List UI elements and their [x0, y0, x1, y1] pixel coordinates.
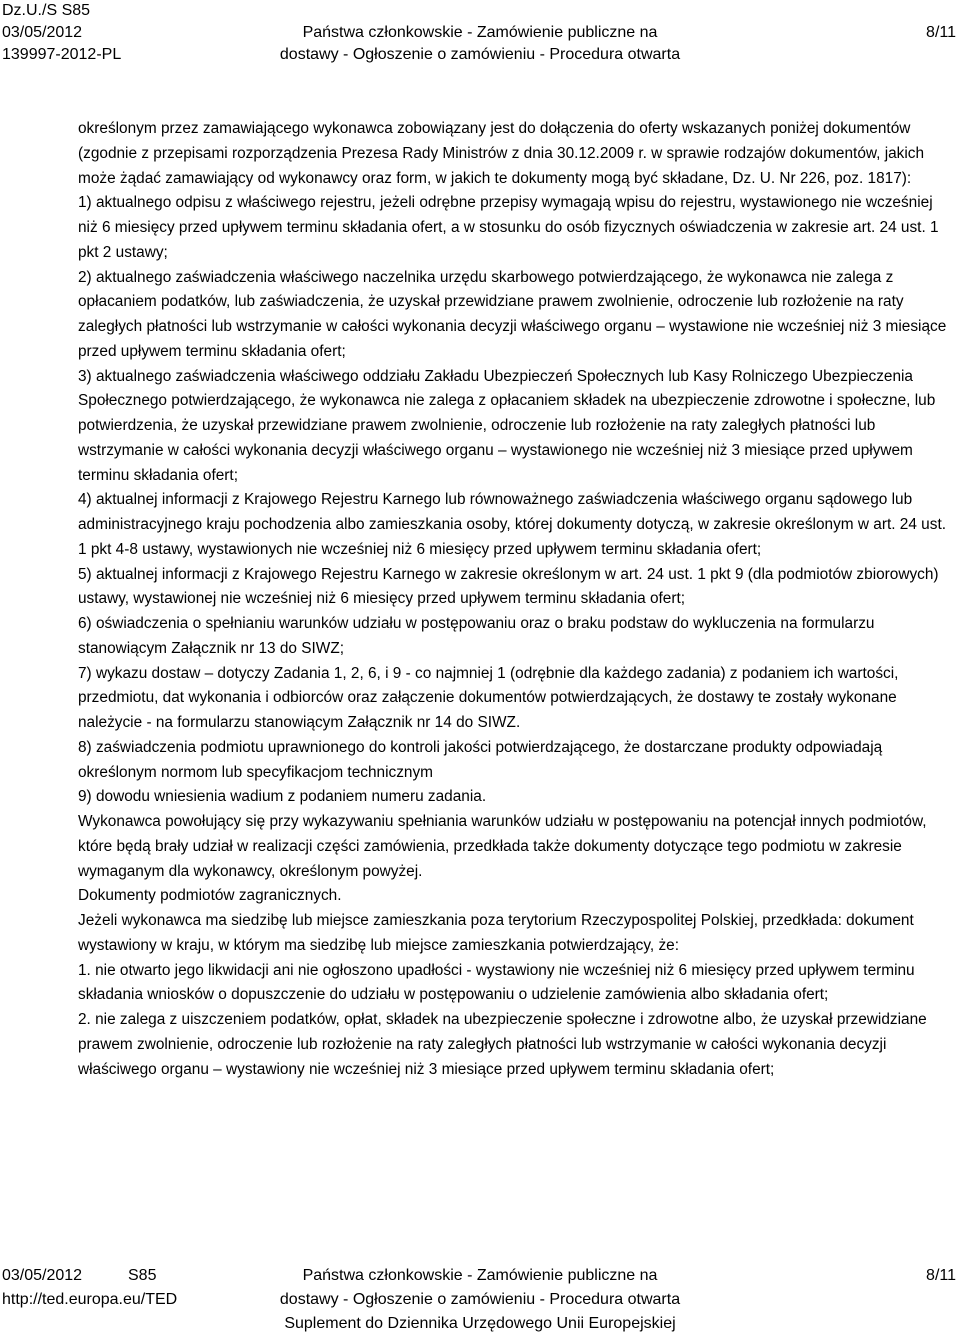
header-center [0, 22, 960, 66]
footer-page-number: 8/11 [926, 1267, 956, 1284]
footer-date: 03/05/2012 [2, 1267, 83, 1284]
header-title-line-1: Państwa członkowskie - Zamówienie publiczne na [302, 24, 658, 41]
footer-title-line-1: Państwa członkowskie - Zamówienie publiczne na [302, 1267, 658, 1284]
footer-supplement: Suplement do Dziennika Urzędowego Unii Europejskiej [284, 1315, 676, 1332]
requirement-9: 9) dowodu wniesienia wadium z podaniem numeru zadania. [78, 788, 487, 806]
foreign-entity-paragraph: Jeżeli wykonawca ma siedzibę lub miejsce zamieszkania poza terytorium Rzeczypospolitej Polskiej, przedkłada: dokument wystawiony w kraju, w którym ma siedzibę lub miejsce zamieszkania potwierdzający, że: [78, 912, 914, 954]
requirement-1: 1) aktualnego odpisu z właściwego rejestru, jeżeli odrębne przepisy wymagają wpisu do rejestru, wystawionego nie wcześniej niż 6 miesięcy przed upływem terminu składania ofert, a w stosunku do osób fizycznych oświadczenia w zakresie art. 24 ust. 1 pkt 2 ustawy; [78, 194, 939, 261]
document-body [78, 117, 954, 1082]
header-title-line-2: dostawy - Ogłoszenie o zamówieniu - Procedura otwarta [279, 46, 681, 63]
header-date: 03/05/2012 [2, 24, 83, 41]
requirement-5: 5) aktualnej informacji z Krajowego Rejestru Karnego w zakresie określonym w art. 24 ust. 1 pkt 9 (dla podmiotów zbiorowych) ustawy, wystawionej nie wcześniej niż 6 miesięcy przed upływem terminu składania ofert; [78, 565, 939, 608]
header-page-number: 8/11 [926, 24, 956, 41]
foreign-requirement-2: 2. nie zalega z uiszczeniem podatków, opłat, składek na ubezpieczenie społeczne i zdrowotne albo, że uzyskał przewidziane prawem zwolnienie, odroczenie lub rozłożenie na raty zaległych płatności lub wstrzymanie w całości wykonania decyzji właściwego organu – wystawiony nie wcześniej niż 3 miesiące przed upływem terminu składania ofert; [78, 1011, 927, 1078]
requirement-6: 6) oświadczenia o spełnianiu warunków udziału w postępowaniu oraz o braku podstaw do wykluczenia na formularzu stanowiącym Załącznik nr 13 do SIWZ; [78, 615, 875, 657]
intro-paragraph: określonym przez zamawiającego wykonawca zobowiązany jest do dołączenia do oferty wskazanych poniżej dokumentów (zgodnie z przepisami rozporządzenia Prezesa Rady Ministrów z dnia 30.12.2009 r. w sprawie rodzajów dokumentów, jakich może żądać zamawiający od wykonawcy oraz form, w jakich te dokumenty mogą być składane, Dz. U. Nr 226, poz. 1817): [78, 120, 925, 187]
notice-number: 139997-2012-PL [2, 46, 122, 63]
footer-center [0, 1265, 960, 1335]
foreign-requirement-1: 1. nie otwarto jego likwidacji ani nie ogłoszono upadłości - wystawiony nie wcześniej niż 6 miesięcy przed upływem terminu składania wniosków o dopuszczenie do udziału w postępowaniu o udzielenie zamówienia albo składania ofert; [78, 961, 915, 1004]
requirement-3: 3) aktualnego zaświadczenia właściwego oddziału Zakładu Ubezpieczeń Społecznych lub Kasy Rolniczego Ubezpieczenia Społecznego potwierdzającego, że wykonawca nie zalega z opłacaniem składek na ubezpieczenie zdrowotne i społeczne, lub potwierdzenia, że uzyskał przewidziane prawem zwolnienie, odroczenie lub rozłożenie na raty zaległych płatności lub wstrzymanie w całości wykonania decyzji właściwego organu – wystawionego nie wcześniej niż 3 miesiące przed upływem terminu składania ofert; [78, 367, 936, 484]
requirement-2: 2) aktualnego zaświadczenia właściwego naczelnika urzędu skarbowego potwierdzającego, że wykonawca nie zalega z opłacaniem podatków, lub zaświadczenia, że uzyskał przewidziane prawem zwolnienie, odroczenie lub rozłożenie na raty zaległych płatności lub wstrzymanie w całości wykonania decyzji właściwego organu – wystawione nie wcześniej niż 3 miesiące przed upływem terminu składania ofert; [78, 268, 947, 360]
third-party-paragraph: Wykonawca powołujący się przy wykazywaniu spełniania warunków udziału w postępowaniu na potencjał innych podmiotów, które będą brały udział w realizacji części zamówienia, przedkłada także dokumenty dotyczące tego podmiotu w zakresie wymaganym dla wykonawcy, określonym powyżej. [78, 813, 927, 880]
requirement-4: 4) aktualnej informacji z Krajowego Rejestru Karnego lub równoważnego zaświadczenia właściwego organu sądowego lub administracyjnego kraju pochodzenia albo zamieszkania osoby, której dokumenty dotyczą, w zakresie określonym w art. 24 ust. 1 pkt 4-8 ustawy, wystawionych nie wcześniej niż 6 miesięcy przed upływem terminu składania ofert; [78, 491, 946, 558]
requirement-8: 8) zaświadczenia podmiotu uprawnionego do kontroli jakości potwierdzającego, że dostarczane produkty odpowiadają określonym normom lub specyfikacjom technicznym [78, 738, 883, 781]
foreign-documents-heading: Dokumenty podmiotów zagranicznych. [78, 887, 342, 905]
requirement-7: 7) wykazu dostaw – dotyczy Zadania 1, 2, 6, i 9 - co najmniej 1 (odrębnie dla każdego zadania) z podaniem ich wartości, przedmiotu, dat wykonania i odbiorców oraz załączenie dokumentów potwierdzających, że dostawy te zostały wykonane należycie - na formularzu stanowiącym Załącznik nr 14 do SIWZ. [78, 664, 899, 731]
ted-link[interactable]: http://ted.europa.eu/TED [2, 1291, 178, 1308]
footer-title-line-2: dostawy - Ogłoszenie o zamówieniu - Procedura otwarta [279, 1291, 681, 1308]
footer-series: S85 [128, 1267, 157, 1284]
journal-reference: Dz.U./S S85 [2, 2, 91, 19]
